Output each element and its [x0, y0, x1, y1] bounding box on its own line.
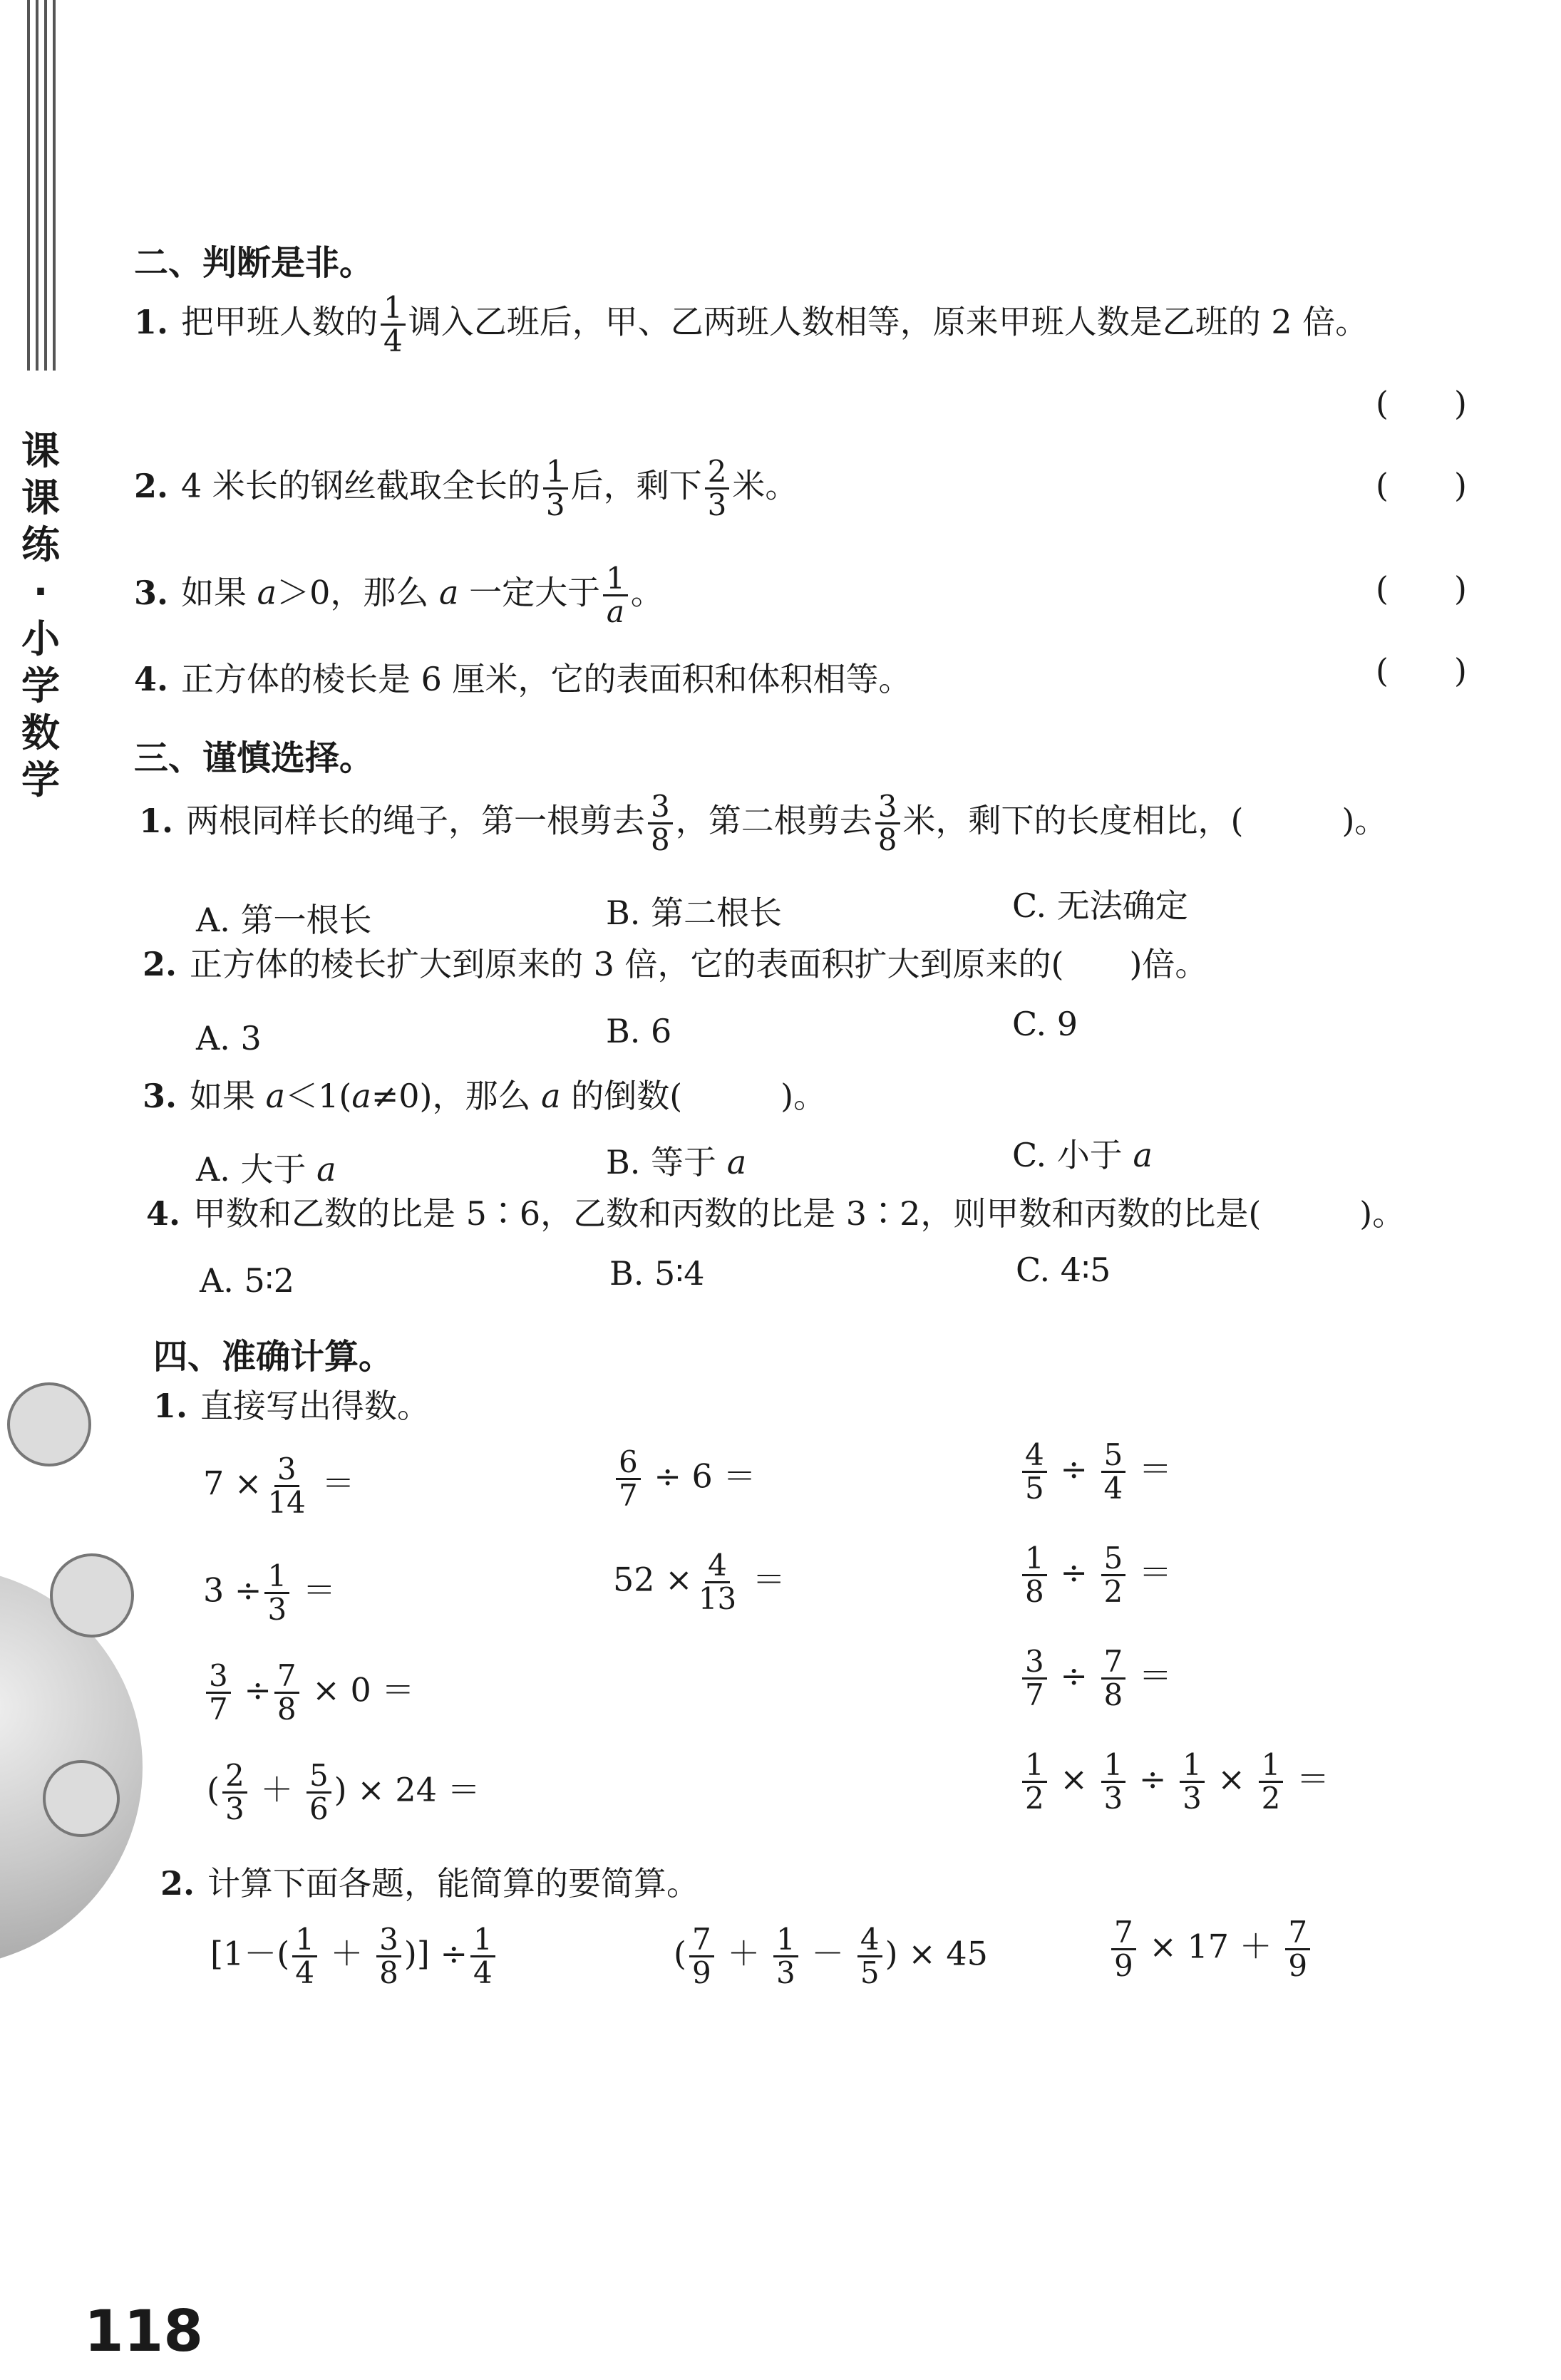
fraction: $\frac{4}{13}$ [698, 1548, 737, 1617]
question-3-2: 2. 正方体的棱长扩大到原来的 3 倍，它的表面积扩大到原来的( )倍。 [143, 945, 1208, 983]
fraction: $\frac{1}{3}$ [1101, 1749, 1126, 1814]
option-c[interactable]: C. 小于 a [1012, 1136, 1153, 1174]
question-4-1: 1. 直接写出得数。 [153, 1387, 431, 1425]
fraction: $\frac{7}{8}$ [1101, 1646, 1126, 1711]
option-c[interactable]: C. 4∶5 [1016, 1251, 1111, 1289]
fraction: $\frac{4}{5}$ [857, 1924, 882, 1989]
question-3-1: 1. 两根同样长的绳子，第一根剪去 $\frac{3}{8}$ ，第二根剪去 $\frac{3}{8}$ 米，剩下的长度相比，( )。 [139, 789, 1388, 858]
expression: 3 ÷ $\frac{1}{3}$ ＝ [203, 1558, 336, 1628]
fraction: $\frac{1}{2}$ [1259, 1749, 1284, 1814]
fraction: $\frac{6}{7}$ [616, 1447, 641, 1511]
margin-line [27, 0, 30, 371]
option-b[interactable]: B. 第二根长 [606, 894, 783, 932]
fraction: $\frac{3}{14}$ [267, 1452, 306, 1521]
expression: $\frac{3}{7}$ ÷ $\frac{7}{8}$ × 0 ＝ [203, 1660, 414, 1725]
option-b[interactable]: B. 6 [606, 1012, 672, 1050]
fraction: $\frac{5}{6}$ [306, 1760, 331, 1825]
fraction: $\frac{5}{4}$ [1101, 1439, 1126, 1504]
question-3-4: 4. 甲数和乙数的比是 5∶6，乙数和丙数的比是 3∶2，则甲数和丙数的比是( )。 [146, 1194, 1406, 1233]
answer-bracket[interactable]: ( ) [1376, 466, 1467, 505]
option-b[interactable]: B. 5∶4 [609, 1254, 705, 1293]
page-number: 118 [84, 2298, 203, 2364]
fraction: $\frac{3}{8}$ [376, 1924, 401, 1989]
answer-bracket[interactable]: ( ) [1376, 651, 1467, 690]
fraction: $\frac{1}{4}$ [292, 1924, 317, 1989]
fraction: $\frac{1}{4}$ [381, 292, 406, 357]
fraction: $\frac{3}{7}$ [1022, 1646, 1047, 1711]
fraction: $\frac{5}{2}$ [1101, 1543, 1126, 1608]
option-b[interactable]: B. 等于 a [606, 1143, 747, 1181]
question-2-4: 4. 正方体的棱长是 6 厘米，它的表面积和体积相等。 [134, 660, 912, 698]
option-a[interactable]: A. 3 [196, 1019, 262, 1057]
answer-bracket[interactable]: ( ) [1376, 569, 1467, 608]
fraction: $\frac{7}{9}$ [689, 1924, 714, 1989]
expression: 52 × $\frac{4}{13}$ ＝ [613, 1548, 785, 1617]
fraction: $\frac{1}{2}$ [1022, 1749, 1047, 1814]
fraction: $\frac{1}{3}$ [773, 1924, 798, 1989]
expression: 7 × $\frac{3}{14}$ ＝ [203, 1452, 355, 1521]
question-4-2: 2. 计算下面各题，能简算的要简算。 [160, 1864, 700, 1903]
fraction: $\frac{2}{3}$ [705, 456, 730, 521]
book-title-vertical: 课 课 练 · 小 学 数 学 [21, 428, 60, 802]
fraction: $\frac{2}{3}$ [222, 1760, 247, 1825]
expression: ( $\frac{2}{3}$ ＋ $\frac{5}{6}$ ) × 24 ＝ [207, 1758, 480, 1827]
section-heading: 三、谨慎选择。 [134, 738, 374, 778]
fraction: $\frac{1}{3}$ [543, 456, 568, 521]
child-drawing [43, 1760, 120, 1837]
answer-bracket[interactable]: ( ) [1376, 384, 1467, 423]
margin-line [44, 0, 47, 371]
fraction: $\frac{1}{a}$ [603, 563, 628, 628]
fraction: $\frac{7}{8}$ [274, 1660, 299, 1725]
expression: $\frac{1}{8}$ ÷ $\frac{5}{2}$ ＝ [1019, 1543, 1172, 1608]
fraction: $\frac{1}{3}$ [264, 1561, 289, 1625]
child-drawing [50, 1553, 134, 1637]
question-3-3: 3. 如果 a＜1(a≠0)，那么 a 的倒数( )。 [143, 1077, 827, 1115]
fraction: $\frac{3}{8}$ [875, 791, 900, 856]
expression: ( $\frac{7}{9}$ ＋ $\frac{1}{3}$ － $\frac{4}{5}$ ) × 45 [674, 1922, 988, 1991]
section-heading: 四、准确计算。 [153, 1337, 393, 1377]
question-2-2: 2. 4 米长的钢丝截取全长的 $\frac{1}{3}$ 后，剩下 $\frac{2}{3}$ 米。 [134, 454, 798, 523]
child-drawing [7, 1382, 91, 1466]
fraction: $\frac{1}{8}$ [1022, 1543, 1047, 1608]
expression: $\frac{4}{5}$ ÷ $\frac{5}{4}$ ＝ [1019, 1439, 1172, 1504]
expression: $\frac{6}{7}$ ÷ 6 ＝ [613, 1447, 756, 1511]
option-a[interactable]: A. 大于 a [196, 1150, 336, 1189]
fraction: $\frac{7}{9}$ [1111, 1917, 1136, 1982]
fraction: $\frac{1}{4}$ [470, 1924, 495, 1989]
fraction: $\frac{3}{7}$ [206, 1660, 231, 1725]
fraction: $\frac{4}{5}$ [1022, 1439, 1047, 1504]
fraction: $\frac{7}{9}$ [1285, 1917, 1310, 1982]
expression: $\frac{3}{7}$ ÷ $\frac{7}{8}$ ＝ [1019, 1646, 1172, 1711]
option-a[interactable]: A. 5∶2 [200, 1261, 294, 1300]
margin-line [36, 0, 38, 371]
option-a[interactable]: A. 第一根长 [196, 901, 372, 939]
expression: $\frac{7}{9}$ × 17 ＋ $\frac{7}{9}$ [1108, 1917, 1313, 1982]
question-2-3: 3. 如果 a＞0，那么 a 一定大于 $\frac{1}{a}$ 。 [134, 561, 664, 630]
option-c[interactable]: C. 9 [1012, 1005, 1078, 1043]
question-2-1: 1. 把甲班人数的 $\frac{1}{4}$ 调入乙班后，甲、乙两班人数相等，原来甲班人数是乙班的 2 倍。 [134, 290, 1369, 359]
expression: $\frac{1}{2}$ × $\frac{1}{3}$ ÷ $\frac{1}{3}$ × $\frac{1}{2}$ ＝ [1019, 1749, 1329, 1814]
expression: [1－( $\frac{1}{4}$ ＋ $\frac{3}{8}$ )] ÷ $\frac{1}{4}$ [210, 1924, 498, 1989]
section-heading: 二、判断是非。 [134, 243, 374, 283]
option-c[interactable]: C. 无法确定 [1012, 886, 1188, 925]
fraction: $\frac{3}{8}$ [648, 791, 673, 856]
fraction: $\frac{1}{3}$ [1180, 1749, 1205, 1814]
margin-line [53, 0, 56, 371]
